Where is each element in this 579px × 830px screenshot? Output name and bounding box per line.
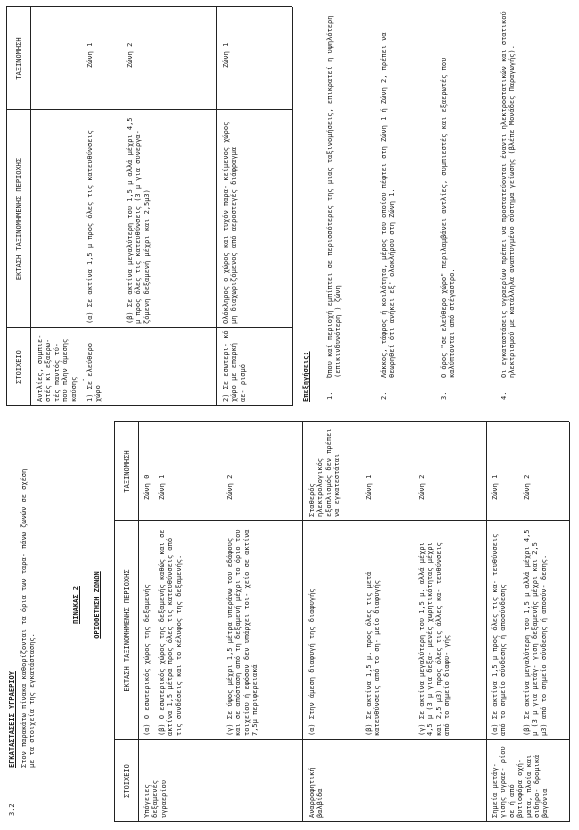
- remark-text: Ο όρος "σε ελεύθερο χώρο" περιλαμβάνει αντλίες, συμπιεστές και εξαερωτές που καλύπτονται από στέγαστρο.: [440, 57, 457, 378]
- left-row-class: Ζώνη 1: [365, 474, 373, 500]
- remark-number: 2.: [380, 391, 388, 400]
- left-row-element: Υπόγειες δεξαμενές υγραερίου: [143, 780, 168, 818]
- header-class: ΤΑΞΙΝΟΜΗΣΗ: [123, 450, 131, 493]
- header-area: ΕΚΤΑΣΗ ΤΑΞΙΝΟΜΗΜΕΝΗΣ ΠΕΡΙΟΧΗΣ: [123, 569, 131, 692]
- left-row-area: (γ) Σε ακτίνα μεγαλύτερη του 1,5 μ. αλλά μέχρι 4,5 μ (3 μ για δεξα- μενές χωρητικότητας μέχρι και 2,5 μ3) προς όλες τις άλλες κα- τευθύνσεις από το σημείο διαφυ- γής: [418, 542, 452, 736]
- left-row-class: Ζώνη 2: [418, 474, 426, 500]
- header-class: ΤΑΞΙΝΟΜΗΣΗ: [15, 37, 23, 80]
- section-title: ΕΓΚΑΤΑΣΤΑΣΕΙΣ ΥΓΡΑΕΡΙΟΥ: [8, 671, 16, 768]
- remark-number: 3.: [440, 391, 448, 400]
- left-row-element: Αναρροφητική βαλβίδα: [308, 767, 325, 818]
- right-row-element: Αντλίες, συμπιε- στές κι εξαερω- τές παντός τύ- που πλην άμεσης καύσης: [36, 334, 78, 402]
- left-row-area: (γ) Σε ύψος μέχρι 1,5 μέτρα υπεράνω του εδάφους και σε απόσταση από τη δεξαμενή μέχρι το όριο του τοιχείου ή εφόσον δεν υπάρχει τοι- χείο σε ακτίνα 7,5μ περιφερειακά: [226, 529, 260, 736]
- right-row-area: (α) Σε ακτίνα 1,5 μ προς όλες τις κατευθύνσεις: [86, 130, 94, 324]
- remark-number: 4.: [500, 391, 508, 400]
- remark-number: 1.: [326, 391, 334, 400]
- left-row-area: (α) Σε ακτίνα 1,5 μ προς όλες τις κα- τευθύνσεις από το σημείο σύνδεσης ή αποσύνδεσης: [491, 533, 508, 736]
- remark-text: Λάκκος, τάφρος ή κοιλότητα, μέρος του οποίου πέφτει στη Ζώνη 1 ή Ζώνη 2, πρέπει να θεωρηθεί ότι ανήκει εξ' ολοκλήρου στη Ζώνη 1.: [380, 32, 397, 378]
- left-row-class: Ζώνη 1: [491, 474, 499, 500]
- right-row-element: 2) Σε εσωτερι- κό χώρο με επαρκή αε- ρισμό: [222, 330, 247, 402]
- dot-mark: ·: [80, 377, 88, 382]
- left-row-class: Ζώνη 1: [158, 474, 166, 500]
- left-row-area: (α) Ο εσωτερικός χώρος της δεξαμενής: [143, 584, 151, 736]
- left-row-area: (α) Στην άμεση διαφυγή της διαφυγής: [308, 588, 316, 736]
- left-row-class: Σταθερός ηλεκτρολογικός εξοπλισμός δεν πρέπει να εγκατεστάται: [308, 428, 342, 517]
- right-row-area: Ολόκληρος ο χώρος και τυχόν παρα- κείμενος χώρος μη διαχωριζόμενος από αεροστεγές διάφραγμα: [222, 121, 239, 324]
- left-row-area: (β) Ο εσωτερικός χώρος της δεξαμενής καθώς και σε ακτίνα 1,5 μέτρα προς όλες τις κατευθύνσεις από τις συνδέσεις και το κέλυφος της δεξαμενής.: [158, 529, 183, 736]
- remark-text: Όπου καί περιοχή εμπίπτει σε περισσότερες της μιας ταξινομήσεις, επικρατεί η υψηλότερη (επικινδυνότερη ) ζώνη: [326, 15, 343, 378]
- right-row-element: 1) Σε ελεύθερο χώρο: [86, 342, 103, 402]
- left-row-class: Ζώνη 2: [226, 474, 234, 500]
- left-row-area: (β) Σε ακτίνα μεγαλύτερη του 1,5 μ αλλά μέχρι 4,5 μ (3 μ για μετάγ- γιση δεξαμενής μέχρι και 2,5 μ3) από το σημείο σύνδεσης ή αποσύν- δεσης.: [523, 529, 548, 736]
- remark-text: Οι εγκαταστάσεις υγραερίων πρέπει να προστατεύονται έναντι ηλεκτροστατικών και στατικού ηλεκτρισμού με κατάλληλα αναπτυγμένο σύστημα γείωσης (βλέπε Μονάδες Παραγωγής).: [500, 11, 517, 378]
- right-row-area: (β) Σε ακτίνα μεγαλύτερη του 1,5 μ αλλά μέχρι 4,5 μ προς όλες τις κατευθύνσεις (3 μ για συνεργα- ζόμενη δεξαμενή μέχρι και 2,5μ3): [126, 117, 151, 324]
- remarks-title: Επεξηγήσεις:: [302, 351, 310, 402]
- section-number: 3.2: [8, 803, 16, 816]
- right-row-class: Ζώνη 1: [86, 42, 94, 68]
- section-intro: Στον παρακάτω πίνακα καθορίζονται τα όρια των ταρα- πάνω ζωνών σε σχέση με τα στοιχεία της εγκατάστασης.: [20, 468, 37, 768]
- table-caption: ΠΙΝΑΚΑΣ 2: [72, 586, 80, 624]
- header-area: ΕΚΤΑΣΗ ΤΑΞΙΝΟΜΗΜΕΝΗΣ ΠΕΡΙΟΧΗΣ: [15, 157, 23, 281]
- right-row-class: Ζώνη 2: [126, 42, 134, 68]
- left-row-element: Σημεία μετάγ- γισης υγραε- ρίου σε ή από βυτιοφόρα οχή- ματα, πλοία και σιδηρο- δρομικά βαγόνια: [491, 746, 550, 818]
- header-element: ΣΤΟΙΧΕΙΟ: [123, 764, 131, 798]
- left-row-class: Ζώνη 0: [143, 474, 151, 500]
- table-subtitle: ΟΡΙΟΘΕΤΗΣΗ ΖΩΝΩΝ: [93, 571, 101, 639]
- right-row-class: Ζώνη 1: [222, 42, 230, 68]
- left-row-class: Ζώνη 2: [523, 474, 531, 500]
- header-element: ΣΤΟΙΧΕΙΟ: [15, 350, 23, 384]
- left-row-area: (β) Σε ακτίνα 1,5 μ. προς όλες τις μετά κατευθύνσεις από το ση- μείο διαφυγής: [365, 571, 382, 736]
